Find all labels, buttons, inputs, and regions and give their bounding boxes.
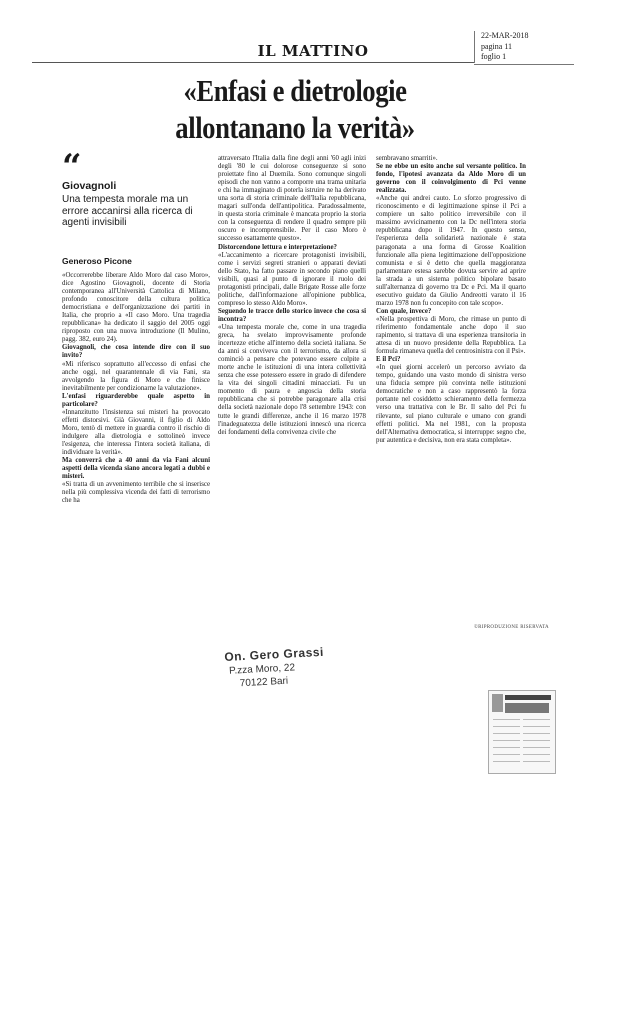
interview-question: E il Pci? (376, 356, 401, 364)
page-thumbnail (488, 690, 556, 774)
interview-answer: «Si tratta di un avvenimento terribile che si inserisce nella più complessiva vicenda dei fatti di terrorismo che ha (62, 481, 210, 505)
interview-question: Distorcendone lettura e interpretazione? (218, 243, 337, 251)
interview-question: Ma converrà che a 40 anni da via Fani alcuni aspetti della vicenda siano ancora legati a dubbi e misteri. (62, 457, 210, 481)
interview-question: Giovagnoli, che cosa intende dire con il suo invito? (62, 344, 210, 360)
thumbnail-text-line (493, 719, 520, 720)
thumbnail-text-line (493, 747, 520, 748)
interview-answer: «Nella prospettiva di Moro, che rimase un punto di riferimento fondamentale anche dopo il suo rapimento, si trattava di una esperienza transitoria in attesa di un nuovo presidente della Repubblica. La formula rimaneva quella del centrosinistra con il Psi». (376, 315, 526, 356)
thumbnail-text-line (493, 761, 520, 762)
headline (153, 72, 437, 146)
stamp-line-2: P.zza Moro, 22 (228, 662, 296, 677)
thumbnail-masthead (505, 695, 551, 700)
meta-rule (474, 64, 574, 65)
meta-page: pagina 11 (481, 41, 513, 51)
interview-question: Con quale, invece? (376, 307, 432, 315)
interview-answer: «Una tempesta morale che, come in una tragedia greca, ha svelato improvvisamente profonde incertezze etiche all'interno della società italiana. Se da anni si conviveva con il terrorismo, da allora si cominciò a pensare che potevano essere colpite a morte anche le istituzioni di una intera collettività senza che esse potessero essere in grado di difendere la vita dei singoli cittadini minacciati. Fu un momento di paura e angoscia della storia repubblicana che si potrebbe paragonare alla crisi della società nazionale dopo l'8 settembre 1943: con tutte le grandi differenze, anche il 16 marzo 1978 l'inadeguatezza delle istituzioni innescò una ricerca dei fondamenti della convivenza civile che (218, 323, 366, 436)
masthead-rule (32, 62, 474, 63)
meta-sheet: foglio 1 (481, 52, 507, 61)
thumbnail-text-line (493, 740, 520, 741)
interview-question: Se ne ebbe un esito anche sul versante politico. In fondo, l'ipotesi avanzata da Aldo Moro di un governo con il coinvolgimento di Pci venne realizzata. (376, 163, 526, 195)
thumbnail-text-line (523, 719, 550, 720)
clipping-meta (474, 31, 571, 63)
thumbnail-text-line (523, 747, 550, 748)
newspaper-masthead: IL MATTINO (257, 42, 369, 60)
thumbnail-text-line (493, 754, 520, 755)
thumbnail-text-line (523, 733, 550, 734)
copyright-notice: ©RIPRODUZIONE RISERVATA (474, 625, 549, 630)
interview-answer: «L'accanimento a ricercare protagonisti invisibili, come i servizi segreti stranieri o apparati deviati dello Stato, ha fatto passare in secondo piano quelli visibili, quasi al punto di ignorare il ruolo dei protagonisti principali, dalle Brigate Rosse alle forze politiche, dall'informazione all'opinione pubblica, compreso lo stesso Aldo Moro». (218, 251, 366, 307)
quote-mark-icon: “ (62, 147, 82, 187)
headline-line-1: «Enfasi e dietrologie (183, 73, 407, 108)
stamp-line-1: On. Gero Grassi (224, 644, 325, 664)
interview-answer: «In quei giorni accelerò un percorso avviato da tempo, guidando una vasto mondo di sinistra verso una fiducia sempre più convinta nelle istituzioni democratiche e non a caso rappresentò la forza portante nel cosiddetto schieramento della fermezza verso una trattativa con le Br. Il salto del Pci fu rilevante, sul piano culturale e umano con grandi effetti politici. Ma nel 1981, con la proposta dell'Alternativa democratica, si interruppe: segno che, pur autentica e decisiva, non era stata completa». (376, 364, 526, 444)
thumbnail-title (505, 703, 549, 713)
thumbnail-image (492, 694, 503, 712)
interview-answer: sembravano smarriti». (376, 155, 438, 162)
thumbnail-text-line (523, 740, 550, 741)
interview-answer: «Mi riferisco soprattutto all'eccesso di enfasi che anche oggi, nel quarantennale di via Fani, sta avvolgendo la figura di Moro e che finisce inevitabilmente per condizionarne la valutazione». (62, 360, 210, 392)
thumbnail-text-line (493, 726, 520, 727)
article-column-1 (62, 272, 210, 505)
kicker-name: Giovagnoli (62, 180, 117, 192)
headline-line-2: allontanano la verità» (175, 110, 415, 145)
interview-answer: «Innanzitutto l'insistenza sui misteri ha provocato effetti distorsivi. Già Giovanni, il figlio di Aldo Moro, tentò di mettere in guardia contro il rischio di indulgere alla dietrologia e sottolineò invece l'esigenza, che interessa l'intera società italiana, di individuare la verità». (62, 408, 210, 457)
thumbnail-text-line (523, 761, 550, 762)
interview-question: Seguendo le tracce dello storico invece che cosa si incontra? (218, 307, 366, 323)
author-byline: Generoso Picone (62, 256, 132, 266)
interview-question: L'enfasi riguarderebbe quale aspetto in particolare? (62, 392, 210, 408)
thumbnail-text-line (523, 754, 550, 755)
meta-date: 22-MAR-2018 (481, 31, 529, 40)
article-column-2 (218, 155, 366, 437)
stamp-line-3: 70122 Bari (239, 675, 289, 690)
thumbnail-text-line (493, 733, 520, 734)
thumbnail-text-line (523, 726, 550, 727)
interview-answer: attraversato l'Italia dalla fine degli anni '60 agli inizi degli '80 le cui dolorose conseguenze si sono proiettate fino al Duemila. Sono comunque singoli episodi che non vanno a comporre una trama unitaria e chi ha immaginato di poterla istruire ne ha derivato una sorta di storia criminale dell'Italia repubblicana, magari sull'onda dell'antipolitica. Paradossalmente, in questa storia criminale è mancata proprio la storia con la conseguenza di rendere il quadro sempre più oscuro e incomprensibile. Per il caso Moro è successo esattamente questo». (218, 155, 366, 243)
kicker-text: Una tempesta morale ma un errore accanirsi alla ricerca di agenti invisibili (62, 194, 193, 228)
article-column-3 (376, 155, 526, 445)
interview-answer: «Occorrerebbe liberare Aldo Moro dal caso Moro», dice Agostino Giovagnoli, docente di Storia contemporanea all'Università Cattolica di Milano, profondo conoscitore della cultura politica democristiana e dell'organizzazione dei partiti in Italia, che proprio a «Il caso Moro. Una tragedia repubblicana» ha dedicato il saggio del 2005 oggi riproposto con una nuova introduzione (Il Mulino, pagg. 382, euro 24). (62, 272, 210, 344)
address-stamp (224, 645, 326, 690)
interview-answer: «Anche qui andrei cauto. Lo sforzo progressivo di riconoscimento e di legittimazione spinse il Pci a compiere un salto politico irreversibile con il massimo avvicinamento con la Dc nell'intera storia repubblicana dopo il 1947. In questo senso, l'esperienza della solidarietà nazionale è stata paragonata a una forma di Grosse Koalition funzionale alla piena legittimazione dell'opposizione comunista e si è detto che quella maggioranza parlamentare estesa sarebbe dovuta servire ad aprire la strada a un sistema politico bipolare basato sull'alternanza di governo tra Dc e Pci. Ma il quarto esecutivo guidato da Giulio Andreotti varato il 16 marzo 1978 non fu concepito con tale scopo». (376, 195, 526, 307)
